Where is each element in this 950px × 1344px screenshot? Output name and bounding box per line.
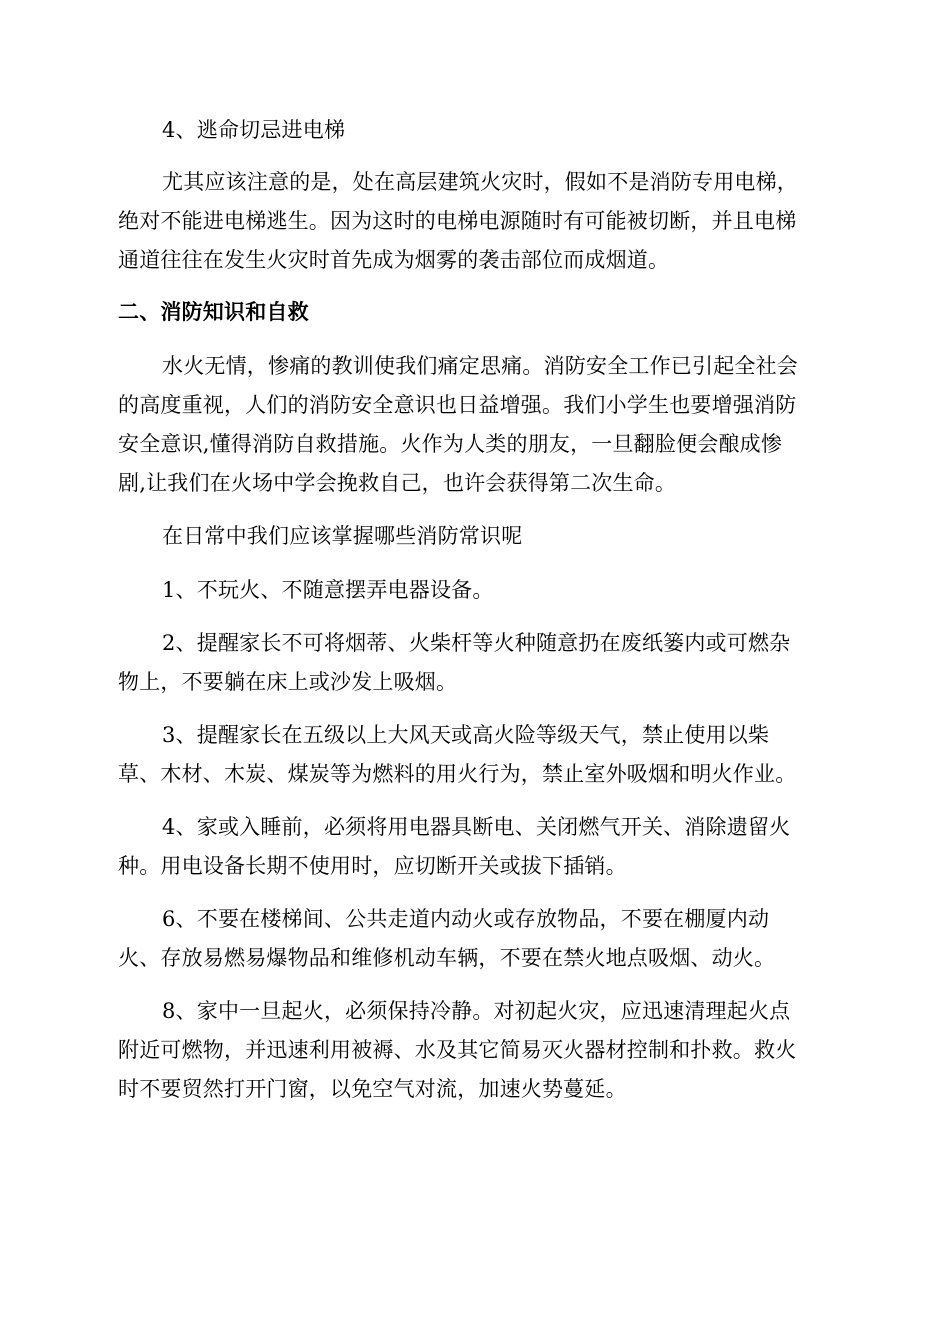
list-item: 2、提醒家长不可将烟蒂、火柴杆等火种随意扔在废纸篓内或可燃杂 — [162, 631, 791, 655]
paragraph-line: 尤其应该注意的是，处在高层建筑火灾时，假如不是消防专用电梯， — [162, 170, 798, 194]
list-item: 3、提醒家长在五级以上大风天或高火险等级天气，禁止使用以柴 — [162, 723, 770, 747]
list-item: 6、不要在楼梯间、公共走道内动火或存放物品，不要在棚厦内动 — [162, 907, 770, 931]
list-item: 8、家中一旦起火，必须保持冷静。对初起火灾，应迅速清理起火点 — [162, 999, 791, 1023]
list-item: 4、家或入睡前，必须将用电器具断电、关闭燃气开关、消除遗留火 — [162, 815, 791, 839]
list-item-continuation: 火、存放易燃易爆物品和维修机动车辆，不要在禁火地点吸烟、动火。 — [118, 946, 776, 970]
list-item-continuation: 附近可燃物，并迅速利用被褥、水及其它简易灭火器材控制和扑救。救火 — [118, 1038, 797, 1062]
section-heading: 二、消防知识和自救 — [118, 300, 309, 324]
list-item-continuation: 种。用电设备长期不使用时，应切断开关或拔下插销。 — [118, 854, 627, 878]
paragraph-line: 通道往往在发生火灾时首先成为烟雾的袭击部位而成烟道。 — [118, 248, 670, 272]
paragraph-line: 的高度重视，人们的消防安全意识也日益增强。我们小学生也要增强消防 — [118, 393, 797, 417]
list-item-continuation: 草、木材、木炭、煤炭等为燃料的用火行为，禁止室外吸烟和明火作业。 — [118, 762, 797, 786]
paragraph-line: 安全意识,懂得消防自救措施。火作为人类的朋友，一旦翻脸便会酿成惨 — [118, 432, 783, 456]
paragraph-line: 在日常中我们应该掌握哪些消防常识呢 — [162, 524, 523, 548]
list-item: 1、不玩火、不随意摆弄电器设备。 — [162, 578, 494, 602]
list-item-heading-escape-elevator: 4、逃命切忌进电梯 — [162, 118, 346, 142]
list-item-continuation: 时不要贸然打开门窗，以免空气对流，加速火势蔓延。 — [118, 1077, 627, 1101]
paragraph-line: 水火无情，惨痛的教训使我们痛定思痛。消防安全工作已引起全社会 — [162, 354, 798, 378]
paragraph-line: 绝对不能进电梯逃生。因为这时的电梯电源随时有可能被切断，并且电梯 — [118, 209, 797, 233]
paragraph-line: 剧,让我们在火场中学会挽救自己，也许会获得第二次生命。 — [118, 471, 677, 495]
list-item-continuation: 物上，不要躺在床上或沙发上吸烟。 — [118, 670, 458, 694]
